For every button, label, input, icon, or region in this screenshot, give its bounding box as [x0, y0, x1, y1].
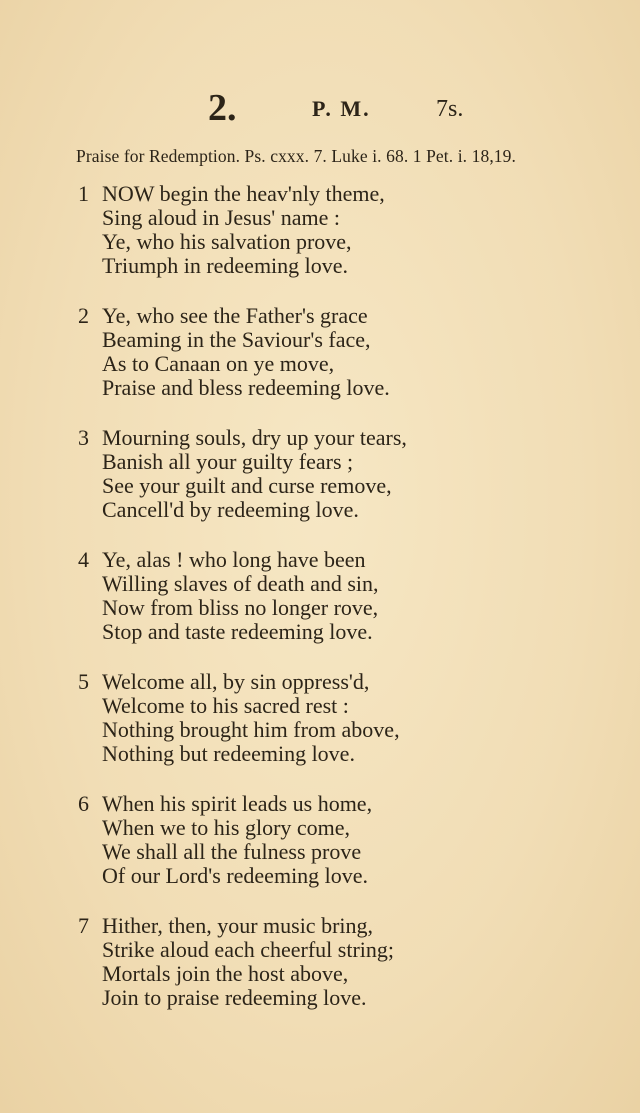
hymn-subtitle: Praise for Redemption. Ps. cxxx. 7. Luke i. 68. 1 Pet. i. 18,19.	[76, 146, 516, 166]
verse-line: NOW begin the heav'nly theme,	[102, 181, 385, 206]
verse-5	[0, 670, 640, 766]
hymn-syllables: 7s.	[436, 96, 464, 122]
verse-line: Banish all your guilty fears ;	[102, 449, 354, 474]
verse-line: Ye, alas ! who long have been	[102, 547, 366, 572]
verse-line: Cancell'd by redeeming love.	[102, 497, 359, 522]
verse-number: 5	[78, 669, 89, 694]
verse-line: Ye, who his salvation prove,	[102, 229, 352, 254]
verse-number: 6	[78, 791, 89, 816]
verse-line: Join to praise redeeming love.	[102, 985, 367, 1010]
verse-2	[0, 304, 640, 400]
verse-line: See your guilt and curse remove,	[102, 473, 392, 498]
verse-line: Strike aloud each cheerful string;	[102, 937, 395, 962]
verse-line: Beaming in the Saviour's face,	[102, 327, 371, 352]
verse-3	[0, 426, 640, 522]
verse-line: Now from bliss no longer rove,	[102, 595, 379, 620]
verse-line: Stop and taste redeeming love.	[102, 619, 373, 644]
verse-line: Mortals join the host above,	[102, 961, 349, 986]
hymn-number: 2.	[208, 87, 237, 129]
verse-line: Of our Lord's redeeming love.	[102, 863, 369, 888]
verse-number: 7	[78, 913, 89, 938]
verse-line: As to Canaan on ye move,	[102, 351, 335, 376]
verse-1	[0, 182, 640, 278]
verse-6	[0, 792, 640, 888]
verse-line: Praise and bless redeeming love.	[102, 375, 390, 400]
verse-line: When we to his glory come,	[102, 815, 351, 840]
verse-line: We shall all the fulness prove	[102, 839, 362, 864]
verse-line: Willing slaves of death and sin,	[102, 571, 379, 596]
verse-line: When his spirit leads us home,	[102, 791, 373, 816]
verse-number: 4	[78, 547, 89, 572]
verse-line: Welcome all, by sin oppress'd,	[102, 669, 370, 694]
verse-line: Mourning souls, dry up your tears,	[102, 425, 407, 450]
verse-7	[0, 914, 640, 1010]
verse-4	[0, 548, 640, 644]
verse-line: Ye, who see the Father's grace	[102, 303, 368, 328]
verse-line: Nothing brought him from above,	[102, 717, 400, 742]
verse-number: 1	[78, 181, 89, 206]
verse-line: Hither, then, your music bring,	[102, 913, 374, 938]
verse-line: Sing aloud in Jesus' name :	[102, 205, 341, 230]
verse-line: Welcome to his sacred rest :	[102, 693, 349, 718]
verse-number: 2	[78, 303, 89, 328]
hymn-header	[0, 88, 640, 128]
verse-line: Nothing but redeeming love.	[102, 741, 355, 766]
hymn-meter: P. M.	[312, 96, 371, 121]
verse-list	[0, 182, 640, 1036]
verse-number: 3	[78, 425, 89, 450]
verse-line: Triumph in redeeming love.	[102, 253, 349, 278]
